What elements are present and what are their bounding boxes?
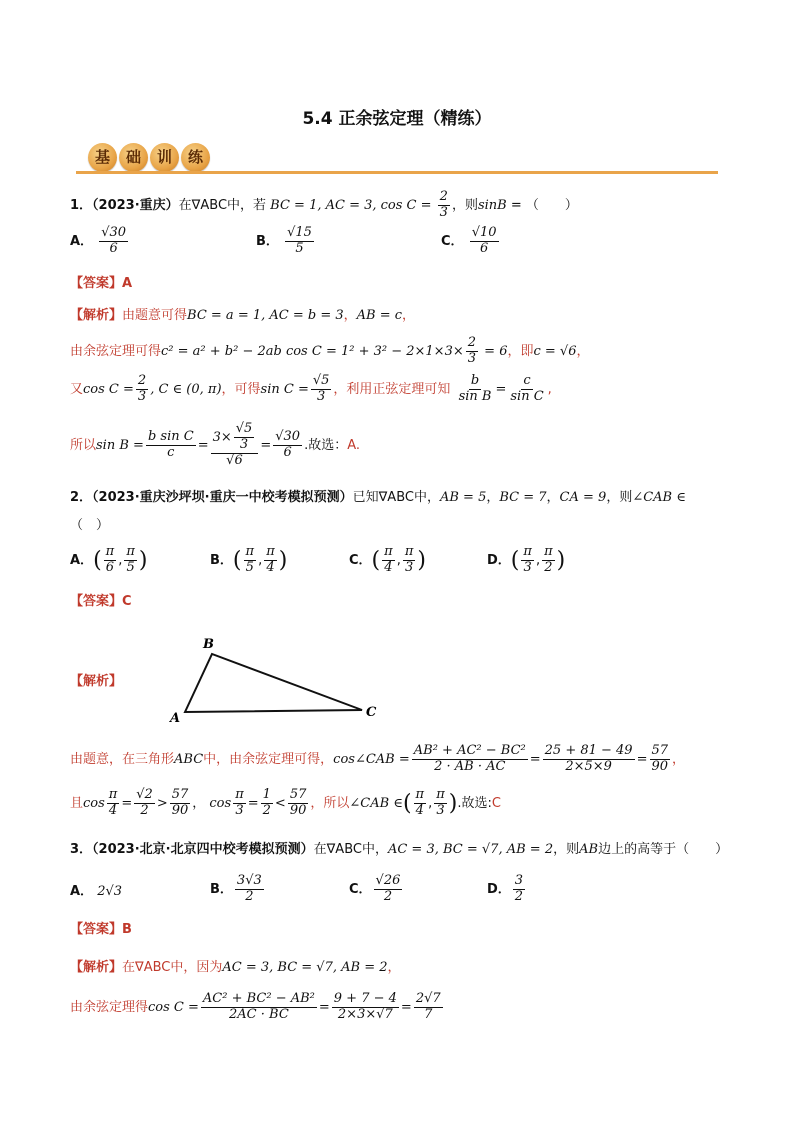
q1-answer: 【答案】A <box>70 276 133 291</box>
q3-option-d[interactable]: D． $\frac{3}{2}$ <box>487 873 524 904</box>
q3-analysis-line-1: 【解析】在∇ABC中，因为AC = 3, BC = √7, AB = 2， <box>70 960 401 975</box>
banner-char: 训 <box>150 143 179 172</box>
q3-stem: 3．（2023·北京·北京四中校考模拟预测）在∇ABC中，AC = 3, BC = √7, AB = 2，则AB边上的高等于（ ） <box>70 842 729 857</box>
q3-option-a[interactable]: A． 2√3 <box>70 884 123 899</box>
q3-number: 3． <box>70 842 93 857</box>
q2-analysis-line-1: 由题意，在三角形ABC中，由余弦定理可得，cos∠CAB = $\frac{\text{AB² + AC² − BC²}}{2 \cdot AB \cdot AC}$ = $\frac{25 + 81 - 49}{2\times 5\times 9}$ = $\frac{57}{90}$ ， <box>70 743 686 774</box>
banner-char: 练 <box>181 143 210 172</box>
q3-answer: 【答案】B <box>70 922 132 937</box>
q1-stem <box>70 190 578 221</box>
q2-answer: 【答案】C <box>70 594 132 609</box>
banner-char: 基 <box>88 143 117 172</box>
q1-option-b[interactable]: B． $\frac{√15}{5}$ <box>256 225 312 256</box>
q1-analysis-line-2: 由余弦定理可得c² = a² + b² − 2ab cos C = 1² + 3² − 2×1×3× $\frac{2}{3}$ = 6，即c = √6， <box>70 335 590 366</box>
q1-target: sinB <box>477 197 507 213</box>
q1-stem-text: 在∇ABC中，若 <box>178 197 267 213</box>
q3-analysis-line-2: 由余弦定理得cos C = $\frac{\text{AC² + BC² − AB²}}{2AC \cdot BC}$ = $\frac{9 + 7 - 4}{2\times 3\times√7}$ = $\frac{2√7}{7}$ <box>70 991 441 1022</box>
q2-option-c[interactable]: C．( $\frac{\pi}{4}$ , $\frac{\pi}{3}$ ) <box>349 544 426 575</box>
q1-analysis-line-4: 所以sin B = $\frac{\text{b sin C}}{c}$ = 3× $\frac{√5}{3}$ √6 = $\frac{√30}{6}$ .故选：A. <box>70 421 360 468</box>
banner-char: 础 <box>119 143 148 172</box>
q2-stem: 2．（2023·重庆沙坪坝·重庆一中校考模拟预测）已知∇ABC中，AB = 5，BC = 7，CA = 9，则∠CAB ∈ <box>70 490 686 505</box>
q3-option-b[interactable]: B． $\frac{3√3}{2}$ <box>210 873 262 904</box>
vertex-b-label: B <box>203 637 214 652</box>
q1-analysis-line-1: 【解析】由题意可得BC = a = 1, AC = b = 3，AB = c， <box>70 308 416 323</box>
section-divider <box>76 171 718 174</box>
q2-analysis-line-2: 且cos $\frac{\pi}{4}$ = $\frac{√2}{2}$ > $\frac{57}{90}$ ， cos $\frac{\pi}{3}$ = $\frac{1}{2}$ < $\frac{57}{90}$ ，所以∠CAB ∈( $\frac{\pi}{4}$ , $\frac{\pi}{3}$ ).故选:C <box>70 787 501 818</box>
q2-analysis-tag: 【解析】 <box>70 674 123 689</box>
triangle-shape <box>185 654 362 712</box>
section-banner <box>88 143 212 172</box>
q2-option-a[interactable]: A．( $\frac{\pi}{6}$ , $\frac{\pi}{5}$ ) <box>70 544 148 575</box>
q2-number: 2． <box>70 490 93 505</box>
q1-analysis-line-3: 又cos C = $\frac{2}{3}$ , C ∈ (0, π)，可得sin C = $\frac{√5}{3}$ ，利用正弦定理可知 $\frac{b}{\text{sin B}}$ = $\frac{c}{\text{sin C}}$ , <box>70 373 552 404</box>
q2-option-b[interactable]: B．( $\frac{\pi}{5}$ , $\frac{\pi}{4}$ ) <box>210 544 288 575</box>
q1-answer-value: A <box>122 276 133 291</box>
vertex-c-label: C <box>366 705 377 720</box>
q1-option-a[interactable]: A． $\frac{√30}{6}$ <box>70 225 127 256</box>
triangle-figure <box>160 630 390 730</box>
page-title: 5.4 正余弦定理（精练） <box>302 109 492 129</box>
q1-stem-text-2: ，则 <box>451 197 478 213</box>
q1-source: （2023·重庆） <box>92 197 179 213</box>
q1-number: 1． <box>70 197 93 213</box>
q3-option-c[interactable]: C． $\frac{√26}{2}$ <box>349 873 401 904</box>
q1-given-fraction: $\frac{2}{3}$ <box>439 189 448 220</box>
q1-given: BC = 1, AC = 3, cos C = <box>270 197 432 213</box>
q1-option-c[interactable]: C． $\frac{√10}{6}$ <box>441 225 497 256</box>
q2-source: （2023·重庆沙坪坝·重庆一中校考模拟预测） <box>92 490 353 505</box>
q2-option-d[interactable]: D．( $\frac{\pi}{3}$ , $\frac{\pi}{2}$ ) <box>487 544 566 575</box>
q1-paren: = （ ） <box>506 197 578 213</box>
q3-source: （2023·北京·北京四中校考模拟预测） <box>92 842 314 857</box>
q2-paren: （ ） <box>70 518 110 533</box>
vertex-a-label: A <box>170 711 181 726</box>
